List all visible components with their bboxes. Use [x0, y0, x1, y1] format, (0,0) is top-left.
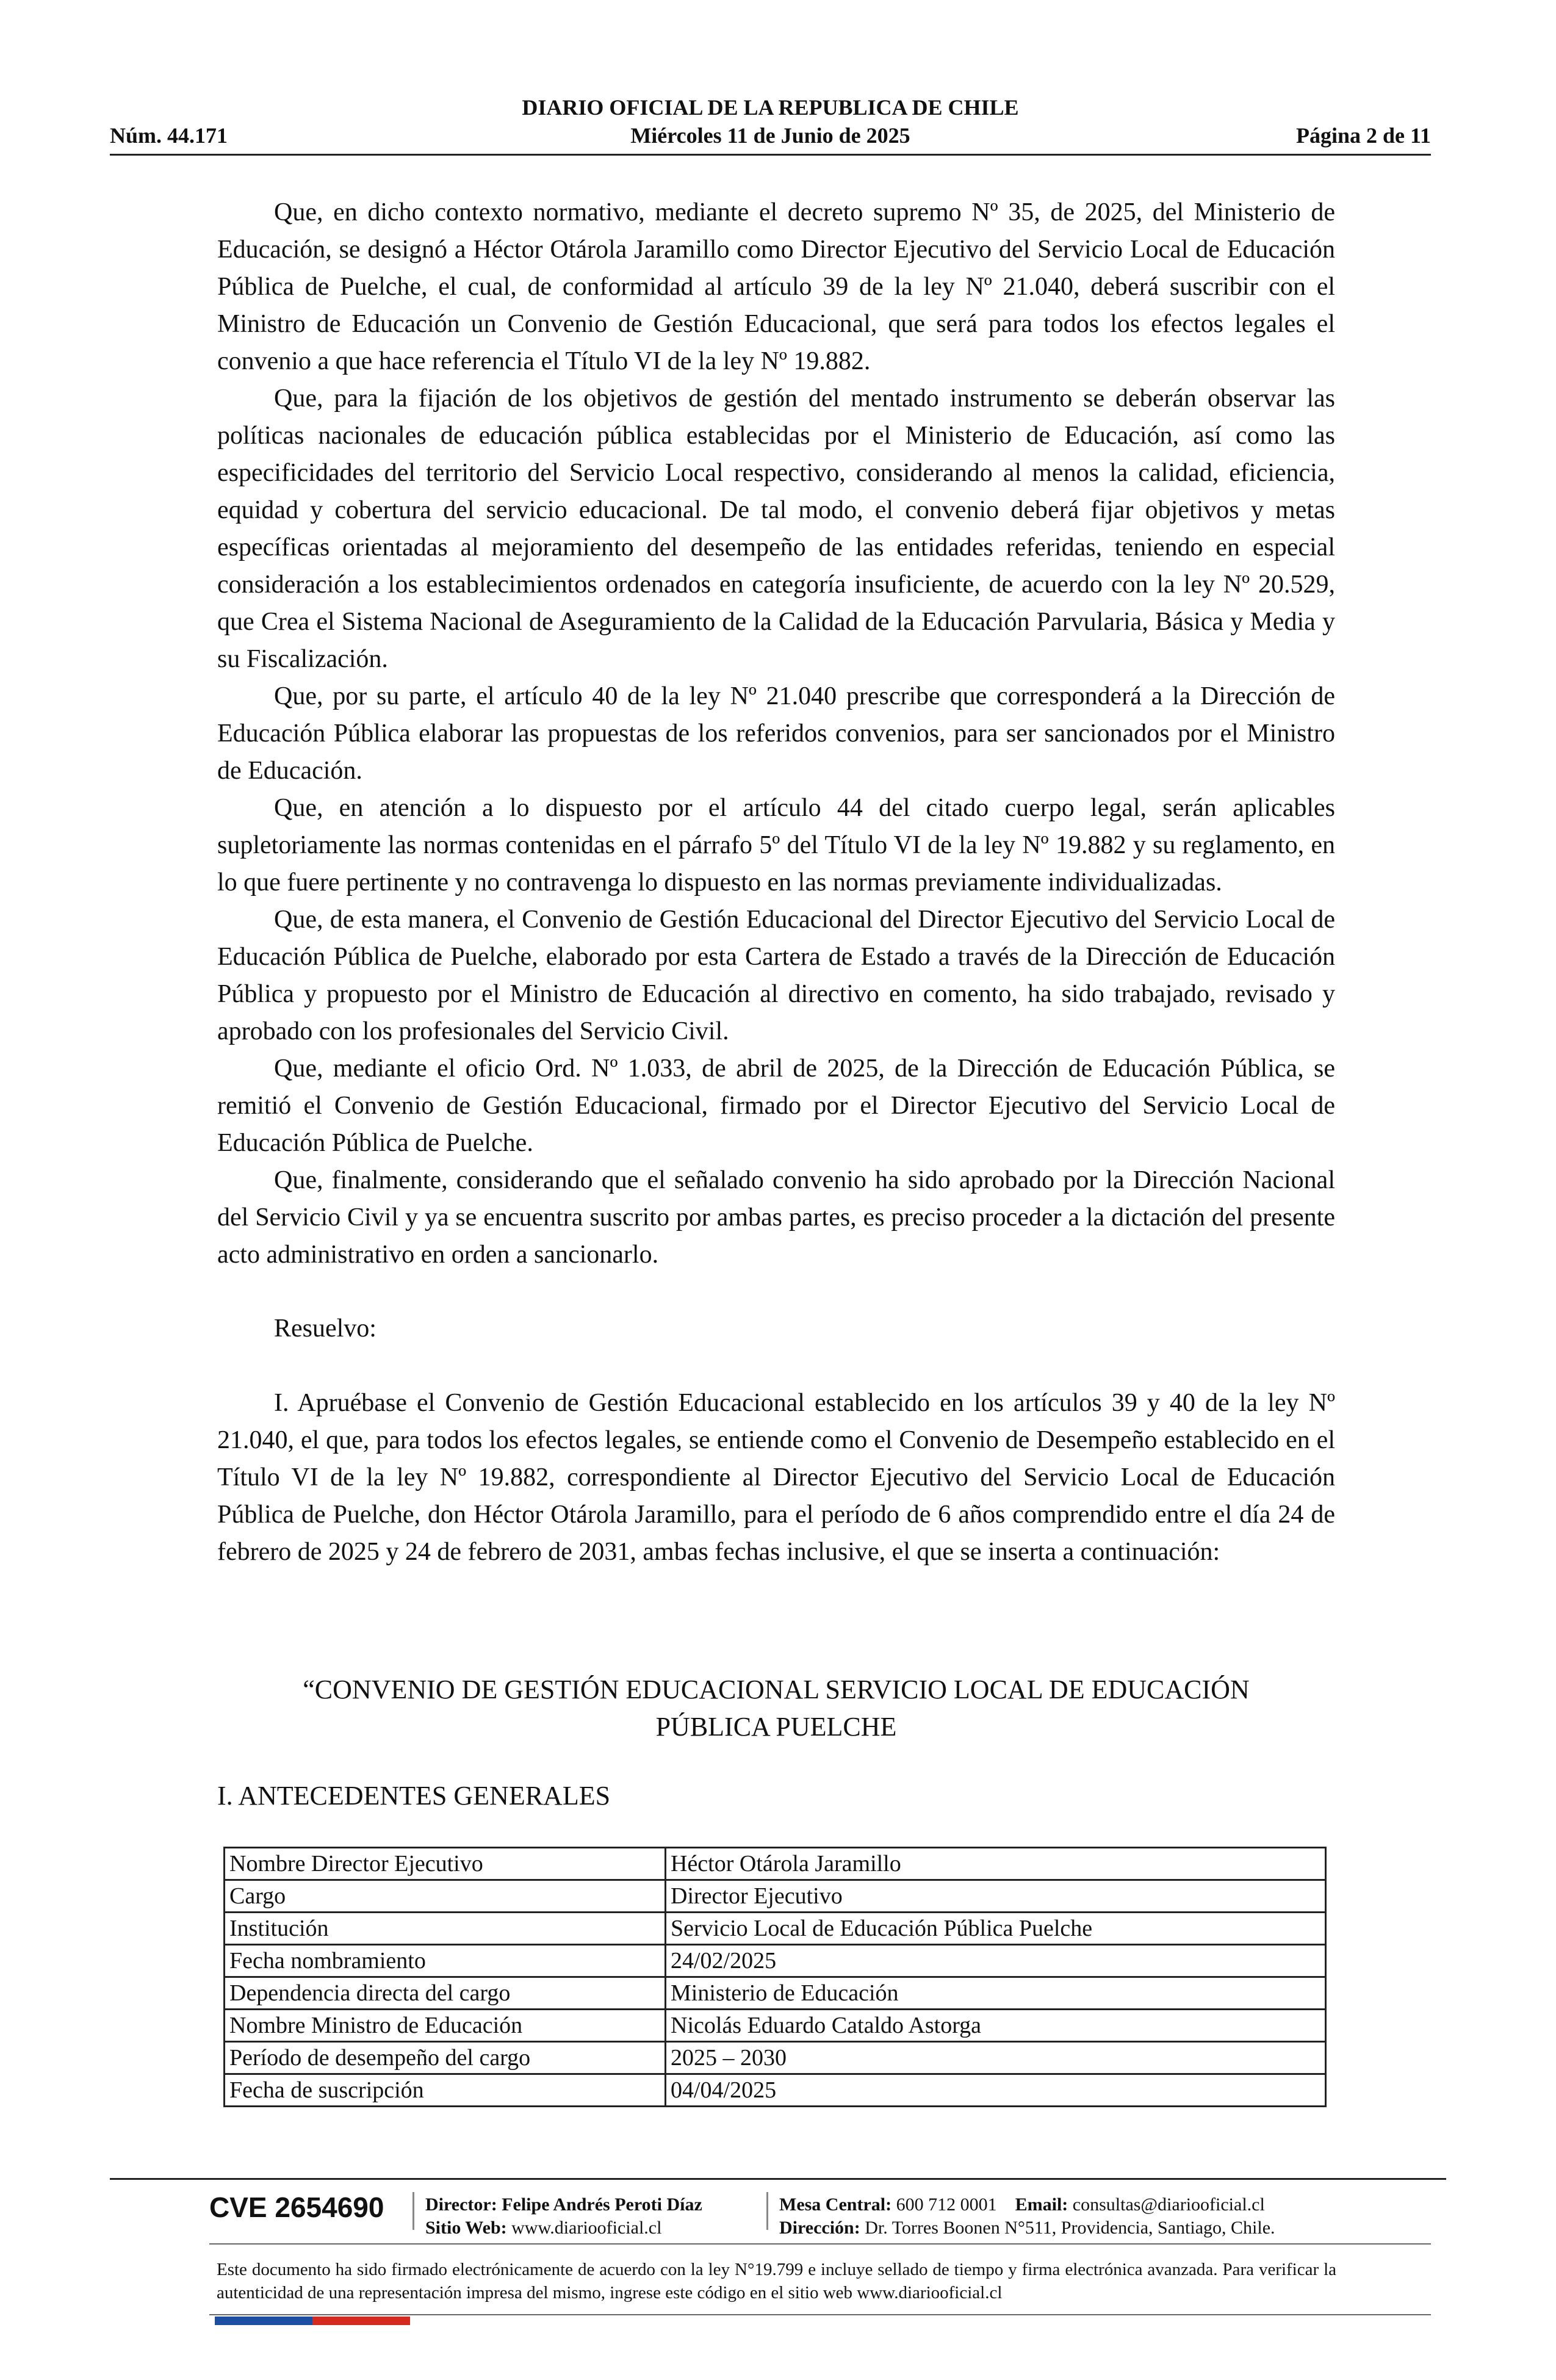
table-row: [225, 1913, 1326, 1945]
chile-flag-stripe: [215, 2317, 410, 2325]
flag-red-segment: [312, 2317, 410, 2325]
address-text: Dr. Torres Boonen N°511, Providencia, Santiago, Chile.: [865, 2218, 1275, 2238]
field-value: Director Ejecutivo: [666, 1880, 1326, 1913]
article-paragraph: I. Apruébase el Convenio de Gestión Educacional establecido en los artículos 39 y 40 de la ley Nº 21.040, el que, para todos los efectos legales, se entiende como el Convenio de Desempeño establecido en el Título VI de la ley Nº 19.882, correspondiente al Director Ejecutivo del Servicio Local de Educación Pública de Puelche, don Héctor Otárola Jaramillo, para el período de 6 años comprendido entre el día 24 de febrero de 2025 y 24 de febrero de 2031, ambas fechas inclusive, el que se inserta a continuación:: [217, 1389, 1335, 1566]
field-label: Cargo: [225, 1880, 666, 1913]
paragraph: Que, finalmente, considerando que el señalado convenio ha sido aprobado por la Dirección Nacional del Servicio Civil y ya se encuentra suscrito por ambas partes, es preciso proceder a la dictación del presente acto administrativo en orden a sancionarlo.: [217, 1166, 1335, 1269]
paragraph: Que, de esta manera, el Convenio de Gestión Educacional del Director Ejecutivo del Servicio Local de Educación Pública de Puelche, elaborado por esta Cartera de Estado a través de la Dirección de Educación Pública y propuesto por el Ministro de Educación al directivo en comento, ha sido trabajado, revisado y aprobado con los profesionales del Servicio Civil.: [217, 906, 1335, 1045]
table-row: [225, 1880, 1326, 1913]
page-header: [110, 95, 1431, 156]
email-label: Email:: [1015, 2194, 1068, 2215]
convenio-title: [217, 1671, 1335, 1745]
field-label: Dependencia directa del cargo: [225, 1977, 666, 2010]
field-value: Nicolás Eduardo Cataldo Astorga: [666, 2010, 1326, 2042]
footer-contact-block: [779, 2193, 1275, 2240]
paragraph: Que, mediante el oficio Ord. Nº 1.033, de abril de 2025, de la Dirección de Educación Pública, se remitió el Convenio de Gestión Educacional, firmado por el Director Ejecutivo del Servicio Local de Educación Pública de Puelche.: [217, 1055, 1335, 1157]
field-label: Fecha nombramiento: [225, 1945, 666, 1977]
mesa-phone: 600 712 0001: [896, 2194, 997, 2215]
convenio-title-line: PÚBLICA PUELCHE: [655, 1712, 897, 1742]
website-label: Sitio Web:: [425, 2218, 507, 2238]
field-value: Ministerio de Educación: [666, 1977, 1326, 2010]
legal-notice: Este documento ha sido firmado electrónicamente de acuerdo con la ley N°19.799 e incluye sellado de tiempo y firma electrónica avanzada. Para verificar la autenticidad de una representación impresa del mismo, ingrese este código en el sitio web www.diariooficial.cl: [217, 2260, 1336, 2302]
field-label: Fecha de suscripción: [225, 2074, 666, 2107]
page-indicator: Página 2 de 11: [1295, 123, 1431, 148]
document-body: [217, 194, 1335, 1571]
email-link[interactable]: consultas@diariooficial.cl: [1072, 2194, 1265, 2215]
field-value: 24/02/2025: [666, 1945, 1326, 1977]
cve-code: CVE 2654690: [209, 2191, 384, 2223]
header-divider: [110, 154, 1431, 156]
footer-director-block: [425, 2193, 702, 2240]
general-info-table: [223, 1847, 1327, 2107]
director-label: Director:: [425, 2194, 497, 2215]
paragraph: Que, en dicho contexto normativo, mediante el decreto supremo Nº 35, de 2025, del Ministerio de Educación, se designó a Héctor Otárola Jaramillo como Director Ejecutivo del Servicio Local de Educación Pública de Puelche, el cual, de conformidad al artículo 39 de la ley Nº 21.040, deberá suscribir con el Ministro de Educación un Convenio de Gestión Educacional, que será para todos los efectos legales el convenio a que hace referencia el Título VI de la ley Nº 19.882.: [217, 198, 1335, 375]
field-value: 04/04/2025: [666, 2074, 1326, 2107]
field-value: Servicio Local de Educación Pública Puelche: [666, 1913, 1326, 1945]
table-row: [225, 1945, 1326, 1977]
resuelvo-heading: Resuelvo:: [274, 1314, 376, 1343]
field-label: Nombre Director Ejecutivo: [225, 1848, 666, 1880]
field-label: Institución: [225, 1913, 666, 1945]
table-row: [225, 2010, 1326, 2042]
issue-date: Miércoles 11 de Junio de 2025: [630, 123, 910, 148]
address-label: Dirección:: [779, 2218, 860, 2238]
issue-number: Núm. 44.171: [110, 123, 228, 148]
table-row: [225, 2074, 1326, 2107]
table-row: [225, 2042, 1326, 2074]
footer-divider: [110, 2178, 1446, 2180]
field-value: 2025 – 2030: [666, 2042, 1326, 2074]
section-heading: I. ANTECEDENTES GENERALES: [217, 1781, 611, 1811]
table-row: [225, 1977, 1326, 2010]
paragraph: Que, para la fijación de los objetivos de gestión del mentado instrumento se deberán observar las políticas nacionales de educación pública establecidas por el Ministerio de Educación, así como las especificidades del territorio del Servicio Local respectivo, considerando al menos la calidad, eficiencia, equidad y cobertura del servicio educacional. De tal modo, el convenio deberá fijar objetivos y metas específicas orientadas al mejoramiento del desempeño de las entidades referidas, teniendo en especial consideración a los establecimientos ordenados en categoría insuficiente, de acuerdo con la ley Nº 20.529, que Crea el Sistema Nacional de Aseguramiento de la Calidad de la Educación Parvularia, Básica y Media y su Fiscalización.: [217, 384, 1335, 673]
paragraph: Que, por su parte, el artículo 40 de la ley Nº 21.040 prescribe que corresponderá a la Dirección de Educación Pública elaborar las propuestas de los referidos convenios, para ser sancionados por el Ministro de Educación.: [217, 682, 1335, 785]
field-label: Nombre Ministro de Educación: [225, 2010, 666, 2042]
footer-divider: [209, 2314, 1431, 2315]
director-name: Felipe Andrés Peroti Díaz: [502, 2194, 702, 2215]
paragraph: Que, en atención a lo dispuesto por el artículo 44 del citado cuerpo legal, serán aplicables supletoriamente las normas contenidas en el párrafo 5º del Título VI de la ley Nº 19.882 y su reglamento, en lo que fuere pertinente y no contravenga lo dispuesto en las normas previamente individualizadas.: [217, 794, 1335, 896]
publication-title: DIARIO OFICIAL DE LA REPUBLICA DE CHILE: [522, 95, 1019, 120]
field-value: Héctor Otárola Jaramillo: [666, 1848, 1326, 1880]
mesa-label: Mesa Central:: [779, 2194, 892, 2215]
footer-divider: [209, 2243, 1431, 2245]
field-label: Período de desempeño del cargo: [225, 2042, 666, 2074]
flag-blue-segment: [215, 2317, 312, 2325]
convenio-title-line: “CONVENIO DE GESTIÓN EDUCACIONAL SERVICIO LOCAL DE EDUCACIÓN: [303, 1675, 1250, 1704]
table-row: [225, 1848, 1326, 1880]
website-link[interactable]: www.diariooficial.cl: [511, 2218, 662, 2238]
footer-separator: [412, 2192, 414, 2230]
footer-separator: [766, 2192, 768, 2230]
